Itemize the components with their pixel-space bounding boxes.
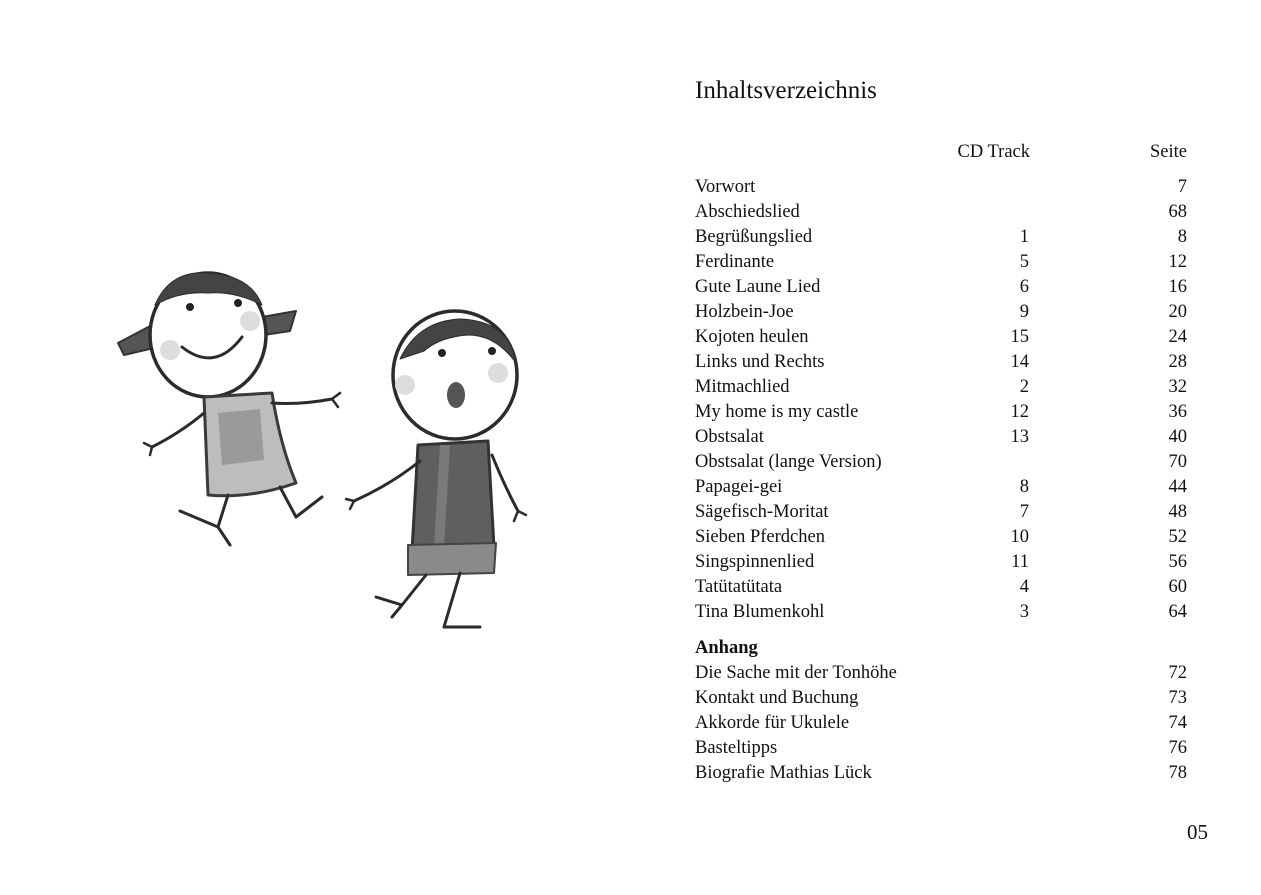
toc-entry bbox=[695, 350, 1187, 375]
entry-track: 4 bbox=[1019, 577, 1029, 597]
entry-track: 13 bbox=[1010, 427, 1029, 447]
entry-page: 28 bbox=[1168, 352, 1187, 372]
girl-figure bbox=[118, 273, 340, 545]
entry-title: Vorwort bbox=[695, 177, 756, 197]
toc-entry bbox=[695, 525, 1187, 550]
toc-entry bbox=[695, 250, 1187, 275]
column-header-cd-track: CD Track bbox=[957, 142, 1030, 162]
entry-page: 76 bbox=[1168, 738, 1187, 758]
entry-page: 74 bbox=[1168, 713, 1187, 733]
entry-title: Links und Rechts bbox=[695, 352, 825, 372]
entry-title: Obstsalat bbox=[695, 427, 764, 447]
appendix-entry bbox=[695, 736, 1187, 761]
entry-page: 32 bbox=[1168, 377, 1187, 397]
entry-track: 1 bbox=[1019, 227, 1029, 247]
entry-title: Begrüßungslied bbox=[695, 227, 813, 247]
entry-track: 12 bbox=[1010, 402, 1029, 422]
entry-track: 14 bbox=[1010, 352, 1029, 372]
toc-entry bbox=[695, 375, 1187, 400]
entry-page: 60 bbox=[1168, 577, 1187, 597]
toc-entry bbox=[695, 225, 1187, 250]
entry-track: 10 bbox=[1010, 527, 1029, 547]
entry-title: Singspinnenlied bbox=[695, 552, 815, 572]
entry-page: 8 bbox=[1177, 227, 1187, 247]
entry-title: Kojoten heulen bbox=[695, 327, 809, 347]
appendix-entry bbox=[695, 711, 1187, 736]
appendix-entry bbox=[695, 661, 1187, 686]
appendix-entry bbox=[695, 686, 1187, 711]
entry-title: Sägefisch-Moritat bbox=[695, 502, 829, 522]
entry-page: 52 bbox=[1168, 527, 1187, 547]
entry-page: 24 bbox=[1168, 327, 1187, 347]
entry-title: My home is my castle bbox=[695, 402, 859, 422]
toc-entry bbox=[695, 325, 1187, 350]
toc-entry bbox=[695, 275, 1187, 300]
toc-entry bbox=[695, 400, 1187, 425]
toc-entry bbox=[695, 475, 1187, 500]
appendix-entry bbox=[695, 761, 1187, 786]
entry-page: 16 bbox=[1168, 277, 1187, 297]
boy-figure bbox=[346, 311, 526, 627]
entry-page: 73 bbox=[1168, 688, 1187, 708]
toc-entry bbox=[695, 550, 1187, 575]
entry-track: 8 bbox=[1019, 477, 1029, 497]
toc-entry bbox=[695, 175, 1187, 200]
toc-entry bbox=[695, 425, 1187, 450]
entry-title: Die Sache mit der Tonhöhe bbox=[695, 663, 897, 683]
toc-entry bbox=[695, 200, 1187, 225]
page-number: 05 bbox=[1187, 820, 1208, 844]
entry-title: Tina Blumenkohl bbox=[695, 602, 825, 622]
entry-title: Akkorde für Ukulele bbox=[695, 713, 850, 733]
toc-title: Inhaltsverzeichnis bbox=[695, 77, 877, 104]
toc-entry bbox=[695, 600, 1187, 625]
entry-title: Ferdinante bbox=[695, 252, 775, 272]
entry-page: 12 bbox=[1168, 252, 1187, 272]
entry-page: 70 bbox=[1168, 452, 1187, 472]
appendix-heading: Anhang bbox=[695, 638, 758, 658]
entry-title: Papagei-gei bbox=[695, 477, 783, 497]
entry-title: Tatütatütata bbox=[695, 577, 783, 597]
entry-title: Obstsalat (lange Version) bbox=[695, 452, 882, 472]
entry-track: 9 bbox=[1019, 302, 1029, 322]
entry-title: Abschiedslied bbox=[695, 202, 800, 222]
entry-page: 64 bbox=[1168, 602, 1187, 622]
entry-page: 72 bbox=[1168, 663, 1187, 683]
entry-title: Gute Laune Lied bbox=[695, 277, 821, 297]
entry-page: 20 bbox=[1168, 302, 1187, 322]
entry-page: 68 bbox=[1168, 202, 1187, 222]
entry-page: 40 bbox=[1168, 427, 1187, 447]
entry-track: 11 bbox=[1011, 552, 1029, 572]
entry-title: Holzbein-Joe bbox=[695, 302, 794, 322]
entry-title: Basteltipps bbox=[695, 738, 778, 758]
toc-entry bbox=[695, 450, 1187, 475]
toc-entry bbox=[695, 500, 1187, 525]
column-header-page: Seite bbox=[1150, 142, 1187, 162]
toc-entry bbox=[695, 300, 1187, 325]
children-illustration bbox=[100, 255, 540, 645]
entry-track: 5 bbox=[1019, 252, 1029, 272]
entry-page: 7 bbox=[1177, 177, 1187, 197]
entry-track: 6 bbox=[1019, 277, 1029, 297]
entry-page: 44 bbox=[1168, 477, 1187, 497]
entry-track: 7 bbox=[1019, 502, 1029, 522]
entry-page: 48 bbox=[1168, 502, 1187, 522]
entry-page: 36 bbox=[1168, 402, 1187, 422]
entry-title: Biografie Mathias Lück bbox=[695, 763, 872, 783]
entry-title: Kontakt und Buchung bbox=[695, 688, 859, 708]
entry-track: 2 bbox=[1019, 377, 1029, 397]
toc-entry bbox=[695, 575, 1187, 600]
entry-track: 3 bbox=[1019, 602, 1029, 622]
entry-page: 56 bbox=[1168, 552, 1187, 572]
entry-page: 78 bbox=[1168, 763, 1187, 783]
entry-title: Mitmachlied bbox=[695, 377, 790, 397]
entry-title: Sieben Pferdchen bbox=[695, 527, 825, 547]
entry-track: 15 bbox=[1010, 327, 1029, 347]
